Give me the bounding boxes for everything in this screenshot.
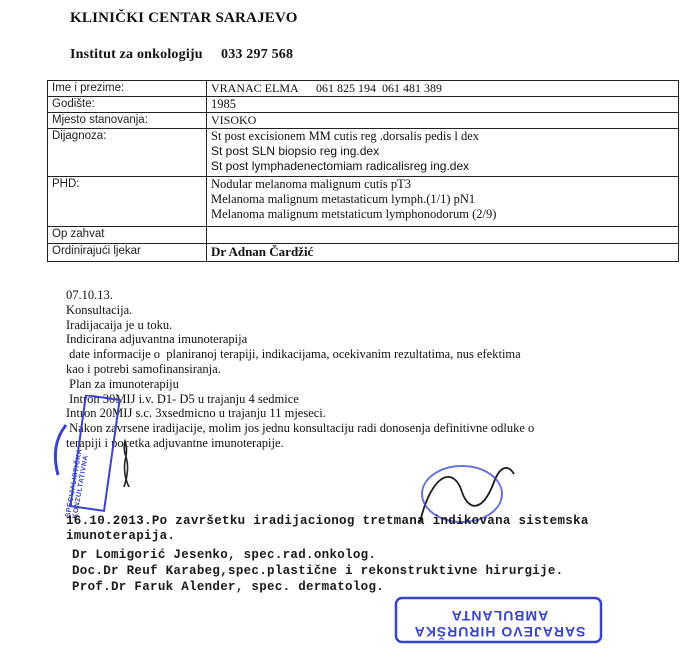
phd-line: Melanoma malignum metastaticum lymph.(1/1) pN1	[211, 192, 476, 206]
patient-info-table	[47, 80, 679, 262]
typed-note-line-1: 16.10.2013.Po završetku iradijacionog tretmana indikovana sistemska	[66, 514, 589, 528]
institute-phone: 033 297 568	[221, 47, 294, 62]
note-line: terapiji i pocetka adjuvantne imunoterapije.	[66, 435, 284, 450]
birth-year-value: 1985	[207, 97, 679, 113]
table-row	[48, 113, 679, 129]
row-label: Godište:	[48, 97, 207, 113]
diagnosis-line: St post excisionem MM cutis reg .dorsalis pedis l dex	[211, 129, 480, 143]
attending-doctor-value: Dr Adnan Čardžić	[207, 244, 679, 262]
table-row	[48, 129, 679, 177]
note-line: Iradijacaija je u toku.	[66, 317, 173, 332]
clinic-title: KLINIČKI CENTAR SARAJEVO	[70, 10, 298, 26]
note-line: kao i potrebi samofinansiranja.	[66, 361, 221, 376]
row-label: Mjesto stanovanja:	[48, 113, 207, 129]
diagnosis-line: St post SLN biopsio reg ing.dex	[211, 144, 380, 158]
row-label: Op zahvat	[48, 227, 207, 244]
note-line: Indicirana adjuvantna imunoterapija	[66, 332, 248, 347]
note-line: Intron 30MIJ i.v. D1- D5 u trajanju 4 sedmice	[66, 391, 299, 406]
residence-value: VISOKO	[207, 113, 679, 129]
row-label: Dijagnoza:	[48, 129, 207, 177]
table-row	[48, 81, 679, 97]
institute-name: Institut za onkologiju	[70, 47, 203, 62]
stamp-bottom-text: SARAJEVO HIRURŠKA AMBULANTA	[413, 608, 586, 640]
operation-value	[207, 227, 679, 244]
note-line: Plan za imunoterapiju	[66, 376, 179, 391]
signature-line: Prof.Dr Faruk Alender, spec. dermatolog.	[72, 580, 385, 594]
row-label: PHD:	[48, 177, 207, 227]
table-row	[48, 244, 679, 262]
ambulance-stamp-bottom	[392, 592, 607, 648]
phd-line: Melanoma malignum metstaticum lymphonodorum (2/9)	[211, 207, 497, 221]
row-label: Ordinirajući ljekar	[48, 244, 207, 262]
row-label: Ime i prezime:	[48, 81, 207, 97]
table-row	[48, 227, 679, 244]
signature-line: Doc.Dr Reuf Karabeg,spec.plastične i rekonstruktivne hirurgije.	[72, 564, 564, 578]
phd-line: Nodular melanoma malignum cutis pT3	[211, 177, 411, 191]
diagnosis-line: St post lymphadenectomiam radicalisreg ing.dex	[211, 159, 470, 173]
stamp-left-text: SPECIJALISTIČKA KONZULTATIVNA	[64, 448, 90, 520]
pathohistology-value	[207, 177, 679, 227]
note-line: Intron 20MIJ s.c. 3xsedmicno u trajanju 11 mjeseci.	[66, 406, 326, 421]
patient-name-value: VRANAC ELMA 061 825 194 061 481 389	[207, 81, 679, 97]
note-line: Konsultacija.	[66, 302, 133, 317]
signature-line: Dr Lomigorić Jesenko, spec.rad.onkolog.	[72, 548, 377, 562]
specialist-stamp-left	[38, 395, 148, 520]
table-row	[48, 97, 679, 113]
typed-note-line-2: imunoterapija.	[66, 529, 176, 543]
handwritten-signature	[402, 452, 522, 542]
diagnosis-value	[207, 129, 679, 177]
note-line: 07.10.13.	[66, 288, 113, 302]
note-line: date informacije o planiranoj terapiji, indikacijama, ocekivanim rezultatima, nus efektima	[66, 347, 521, 362]
note-line: Nakon zavrsene iradijacije, molim jos jednu konsultaciju radi donosenja definitivne odluke o	[66, 421, 535, 436]
table-row	[48, 177, 679, 227]
